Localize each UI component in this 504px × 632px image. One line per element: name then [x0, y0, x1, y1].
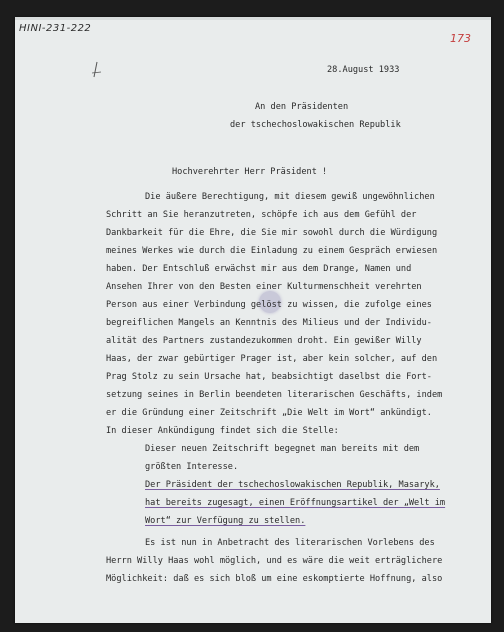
folio-number: 173	[450, 32, 471, 45]
body-line: meines Werkes wie durch die Einladung zu einem Gespräch erwiesen	[106, 246, 438, 256]
body-line: setzung seines in Berlin beendeten literarischen Geschäfts, indem	[106, 390, 443, 400]
page-edge	[15, 17, 491, 20]
body-line: begreiflichen Mangels an Kenntnis des Milieus und der Individu-	[106, 318, 432, 328]
body-line: Herrn Willy Haas wohl möglich, und es wäre die weit erträglichere	[106, 556, 443, 566]
body-line: Prag Stolz zu sein Ursache hat, beabsichtigt daselbst die Fort-	[106, 372, 432, 382]
quote-line-underlined: Wort“ zur Verfügung zu stellen.	[145, 516, 306, 526]
salutation: Hochverehrter Herr Präsident !	[172, 167, 328, 177]
recipient-line-2: der tschechoslowakischen Republik	[230, 120, 401, 130]
quote-line: größten Interesse.	[145, 462, 239, 472]
body-line: Person aus einer Verbindung gelöst zu wissen, die zufolge eines	[106, 300, 432, 310]
quote-line-underlined: Der Präsident der tschechoslowakischen Republik, Masaryk,	[145, 480, 440, 490]
body-line: In dieser Ankündigung findet sich die Stelle:	[106, 426, 339, 436]
body-line: Die äußere Berechtigung, mit diesem gewiß ungewöhnlichen	[145, 192, 435, 202]
body-line: Schritt an Sie heranzutreten, schöpfe ich aus dem Gefühl der	[106, 210, 417, 220]
pencil-mark-icon	[89, 61, 103, 79]
quote-line-underlined: hat bereits zugesagt, einen Eröffnungsartikel der „Welt im	[145, 498, 446, 508]
body-line: Dankbarkeit für die Ehre, die Sie mir sowohl durch die Würdigung	[106, 228, 438, 238]
letter-date: 28.August 1933	[327, 65, 400, 75]
body-line: er die Gründung einer Zeitschrift „Die Welt im Wort“ ankündigt.	[106, 408, 432, 418]
body-line: alität des Partners zustandezukommen droht. Ein gewißer Willy	[106, 336, 422, 346]
body-line: Haas, der zwar gebürtiger Prager ist, aber kein solcher, auf den	[106, 354, 438, 364]
quote-line: Dieser neuen Zeitschrift begegnet man bereits mit dem	[145, 444, 420, 454]
body-line: Es ist nun in Anbetracht des literarischen Vorlebens des	[145, 538, 435, 548]
body-line: Ansehen Ihrer von den Besten einer Kulturmenschheit verehrten	[106, 282, 422, 292]
letter-page	[15, 17, 491, 623]
archive-id-annotation: HINI-231-222	[19, 23, 92, 34]
body-line: haben. Der Entschluß erwächst mir aus dem Drange, Namen und	[106, 264, 412, 274]
body-line: Möglichkeit: daß es sich bloß um eine eskomptierte Hoffnung, also	[106, 574, 443, 584]
recipient-line-1: An den Präsidenten	[255, 102, 349, 112]
